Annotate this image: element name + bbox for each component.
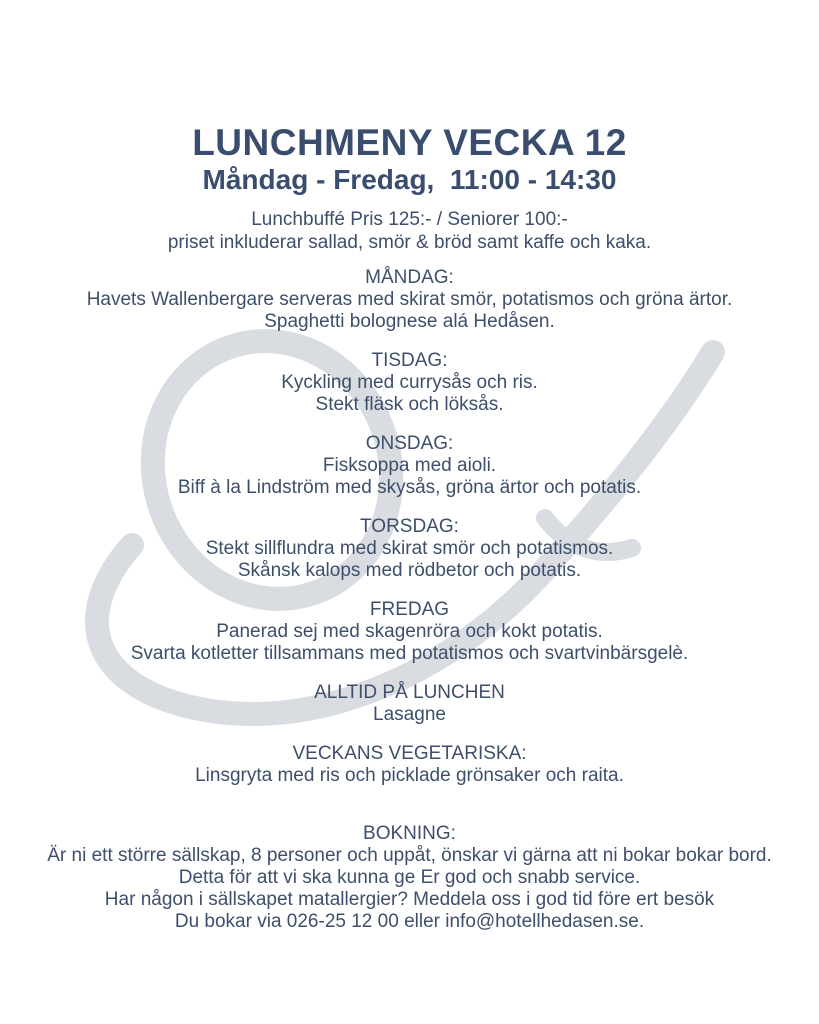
menu-line: Är ni ett större sällskap, 8 personer och uppåt, önskar vi gärna att ni bokar bokar bord. [47,845,772,866]
section-lines [0,289,819,333]
section-heading: MÅNDAG: [365,267,454,288]
menu-section [0,682,819,726]
section-lines [0,845,819,933]
menu-sections [0,267,819,933]
menu-line: Skånsk kalops med rödbetor och potatis. [237,560,582,581]
menu-line: Linsgryta med ris och picklade grönsaker och raita. [195,765,624,786]
section-heading: TISDAG: [371,350,448,371]
section-lines [0,621,819,665]
menu-line: Lasagne [373,704,446,725]
menu-section [0,516,819,582]
section-heading: TORSDAG: [360,516,459,537]
menu-line: Svarta kotletter tillsammans med potatismos och svartvinbärsgelè. [130,643,689,664]
section-heading: VECKANS VEGETARISKA: [292,743,527,764]
section-lines [0,765,819,787]
menu-line: Panerad sej med skagenröra och kokt potatis. [216,621,603,642]
menu-line: Fisksoppa med aioli. [322,455,497,476]
menu-section [0,743,819,787]
menu-line: Stekt fläsk och löksås. [315,394,504,415]
menu-line: Stekt sillflundra med skirat smör och potatismos. [205,538,614,559]
section-heading: FREDAG [369,599,450,620]
price-line-2: priset inkluderar sallad, smör & bröd samt kaffe och kaka. [167,232,652,253]
section-heading: ALLTID PÅ LUNCHEN [314,682,505,703]
menu-section [0,350,819,416]
section-heading: BOKNING: [363,823,456,844]
menu-section [0,433,819,499]
menu-section [0,267,819,333]
section-lines [0,372,819,416]
menu-line: Har någon i sällskapet matallergier? Meddela oss i god tid före ert besök [104,889,715,910]
section-lines [0,455,819,499]
menu-line: Detta för att vi ska kunna ge Er god och snabb service. [178,867,641,888]
menu-line: Havets Wallenbergare serveras med skirat smör, potatismos och gröna ärtor. [86,289,733,310]
menu-section [0,823,819,933]
menu-line: Biff à la Lindström med skysås, gröna ärtor och potatis. [177,477,642,498]
price-block [0,208,819,254]
opening-hours: Måndag - Fredag, 11:00 - 14:30 [202,164,617,195]
menu-line: Spaghetti bolognese alá Hedåsen. [264,311,555,332]
section-lines [0,704,819,726]
page-title: LUNCHMENY VECKA 12 [192,122,627,163]
menu-section [0,599,819,665]
price-line-1: Lunchbuffé Pris 125:- / Seniorer 100:- [251,209,568,230]
section-heading: ONSDAG: [365,433,454,454]
menu-line: Kyckling med currysås och ris. [281,372,538,393]
section-lines [0,538,819,582]
menu-line: Du bokar via 026-25 12 00 eller info@hotellhedasen.se. [174,911,645,932]
